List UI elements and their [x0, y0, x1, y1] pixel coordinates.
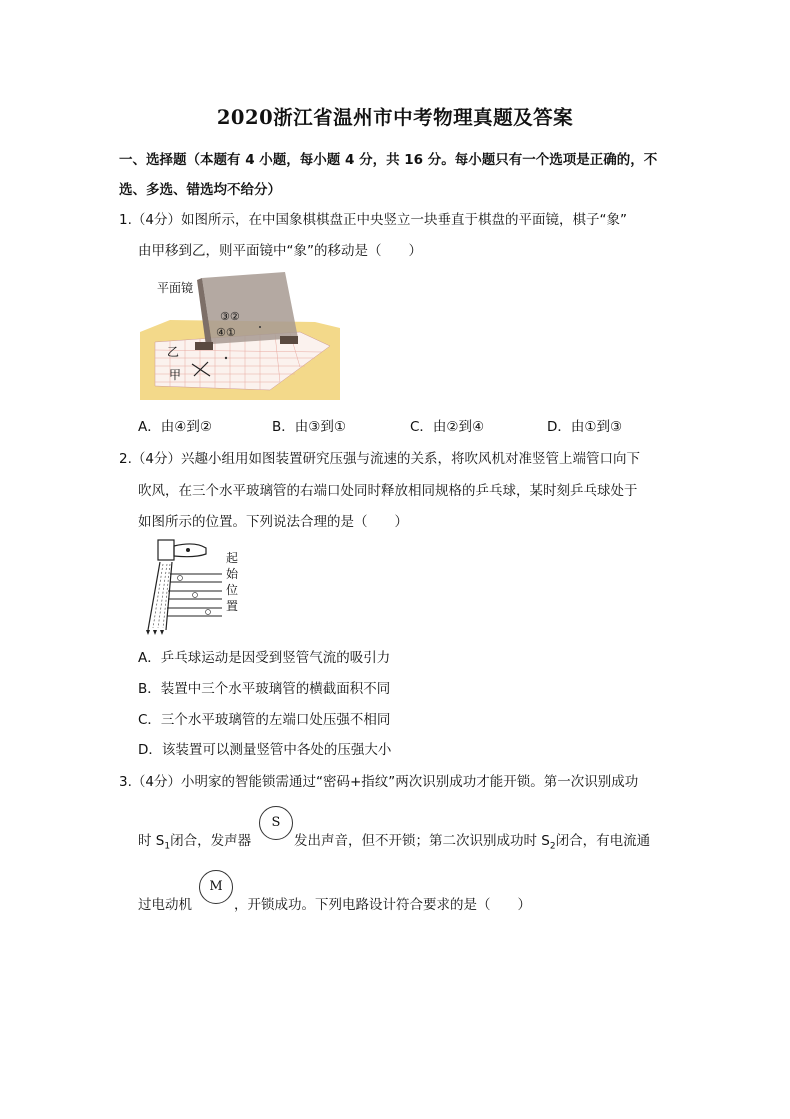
label-char: 始	[226, 567, 239, 581]
q1-option-c[interactable]: C．由②到④	[410, 419, 485, 435]
q3-stem-line3-cont: ，开锁成功。下列电路设计符合要求的是（ ）	[234, 897, 531, 913]
q2-stem-line1: 2.（4分）兴趣小组用如图装置研究压强与流速的关系，将吹风机对准竖管上端管口向下	[119, 451, 640, 467]
label-char: 起	[226, 551, 239, 565]
q1-stem-line1: 1.（4分）如图所示，在中国象棋棋盘正中央竖立一块垂直于棋盘的平面镜，棋子“象”	[119, 212, 627, 228]
text-segment: 闭合，发声器	[170, 833, 252, 849]
mark-top: ③②	[220, 310, 240, 323]
speaker-symbol-icon: S	[259, 806, 293, 840]
q1-stem-line2: 由甲移到乙，则平面镜中“象”的移动是（ ）	[138, 243, 422, 259]
start-position-label	[226, 550, 240, 614]
q3-stem-line2	[138, 829, 251, 852]
q1-option-b[interactable]: B．由③到①	[272, 419, 346, 435]
motor-symbol-icon: M	[199, 870, 233, 904]
page-title: 2020浙江省温州市中考物理真题及答案	[216, 106, 574, 129]
mark-bottom: ④①	[216, 326, 236, 339]
label-yi: 乙	[167, 345, 180, 359]
q3-stem-line1: 3.（4分）小明家的智能锁需通过“密码+指纹”两次识别成功才能开锁。第一次识别成功	[119, 774, 639, 790]
q1-option-a[interactable]: A．由④到②	[138, 419, 212, 435]
subscript: 1	[164, 841, 171, 852]
text-segment: 发出声音，但不开锁；第二次识别成功时 S	[294, 833, 550, 849]
q2-option-b[interactable]: B．装置中三个水平玻璃管的横截面积不同	[138, 681, 391, 697]
label-char: 位	[226, 583, 239, 597]
q2-option-d[interactable]: D．该装置可以测量竖管中各处的压强大小	[138, 742, 392, 758]
q2-option-a[interactable]: A．乒乓球运动是因受到竖管气流的吸引力	[138, 650, 391, 666]
subscript: 2	[549, 841, 556, 852]
section-heading-line2: 选、多选、错选均不给分）	[119, 182, 281, 198]
text-segment: 时 S	[138, 833, 165, 849]
q2-stem-line3: 如图所示的位置。下列说法合理的是（ ）	[138, 514, 408, 530]
q3-stem-line3: 过电动机	[138, 897, 192, 913]
section-heading-line1: 一、选择题（本题有 4 小题，每小题 4 分，共 16 分。每小题只有一个选项是正确的，不	[119, 152, 658, 168]
label-jia: 甲	[169, 368, 182, 382]
label-char: 置	[226, 599, 239, 613]
q2-blower-tube-figure	[140, 536, 250, 636]
q2-option-c[interactable]: C．三个水平玻璃管的左端口处压强不相同	[138, 712, 391, 728]
q1-chessboard-mirror-figure	[140, 270, 340, 400]
q1-option-d[interactable]: D．由①到③	[547, 419, 623, 435]
q2-stem-line2: 吹风，在三个水平玻璃管的右端口处同时释放相同规格的乒乓球，某时刻乒乓球处于	[138, 483, 638, 499]
text-segment: 闭合，有电流通	[555, 833, 651, 849]
mirror-label: 平面镜	[157, 281, 194, 295]
q3-stem-line2-cont	[294, 829, 650, 852]
